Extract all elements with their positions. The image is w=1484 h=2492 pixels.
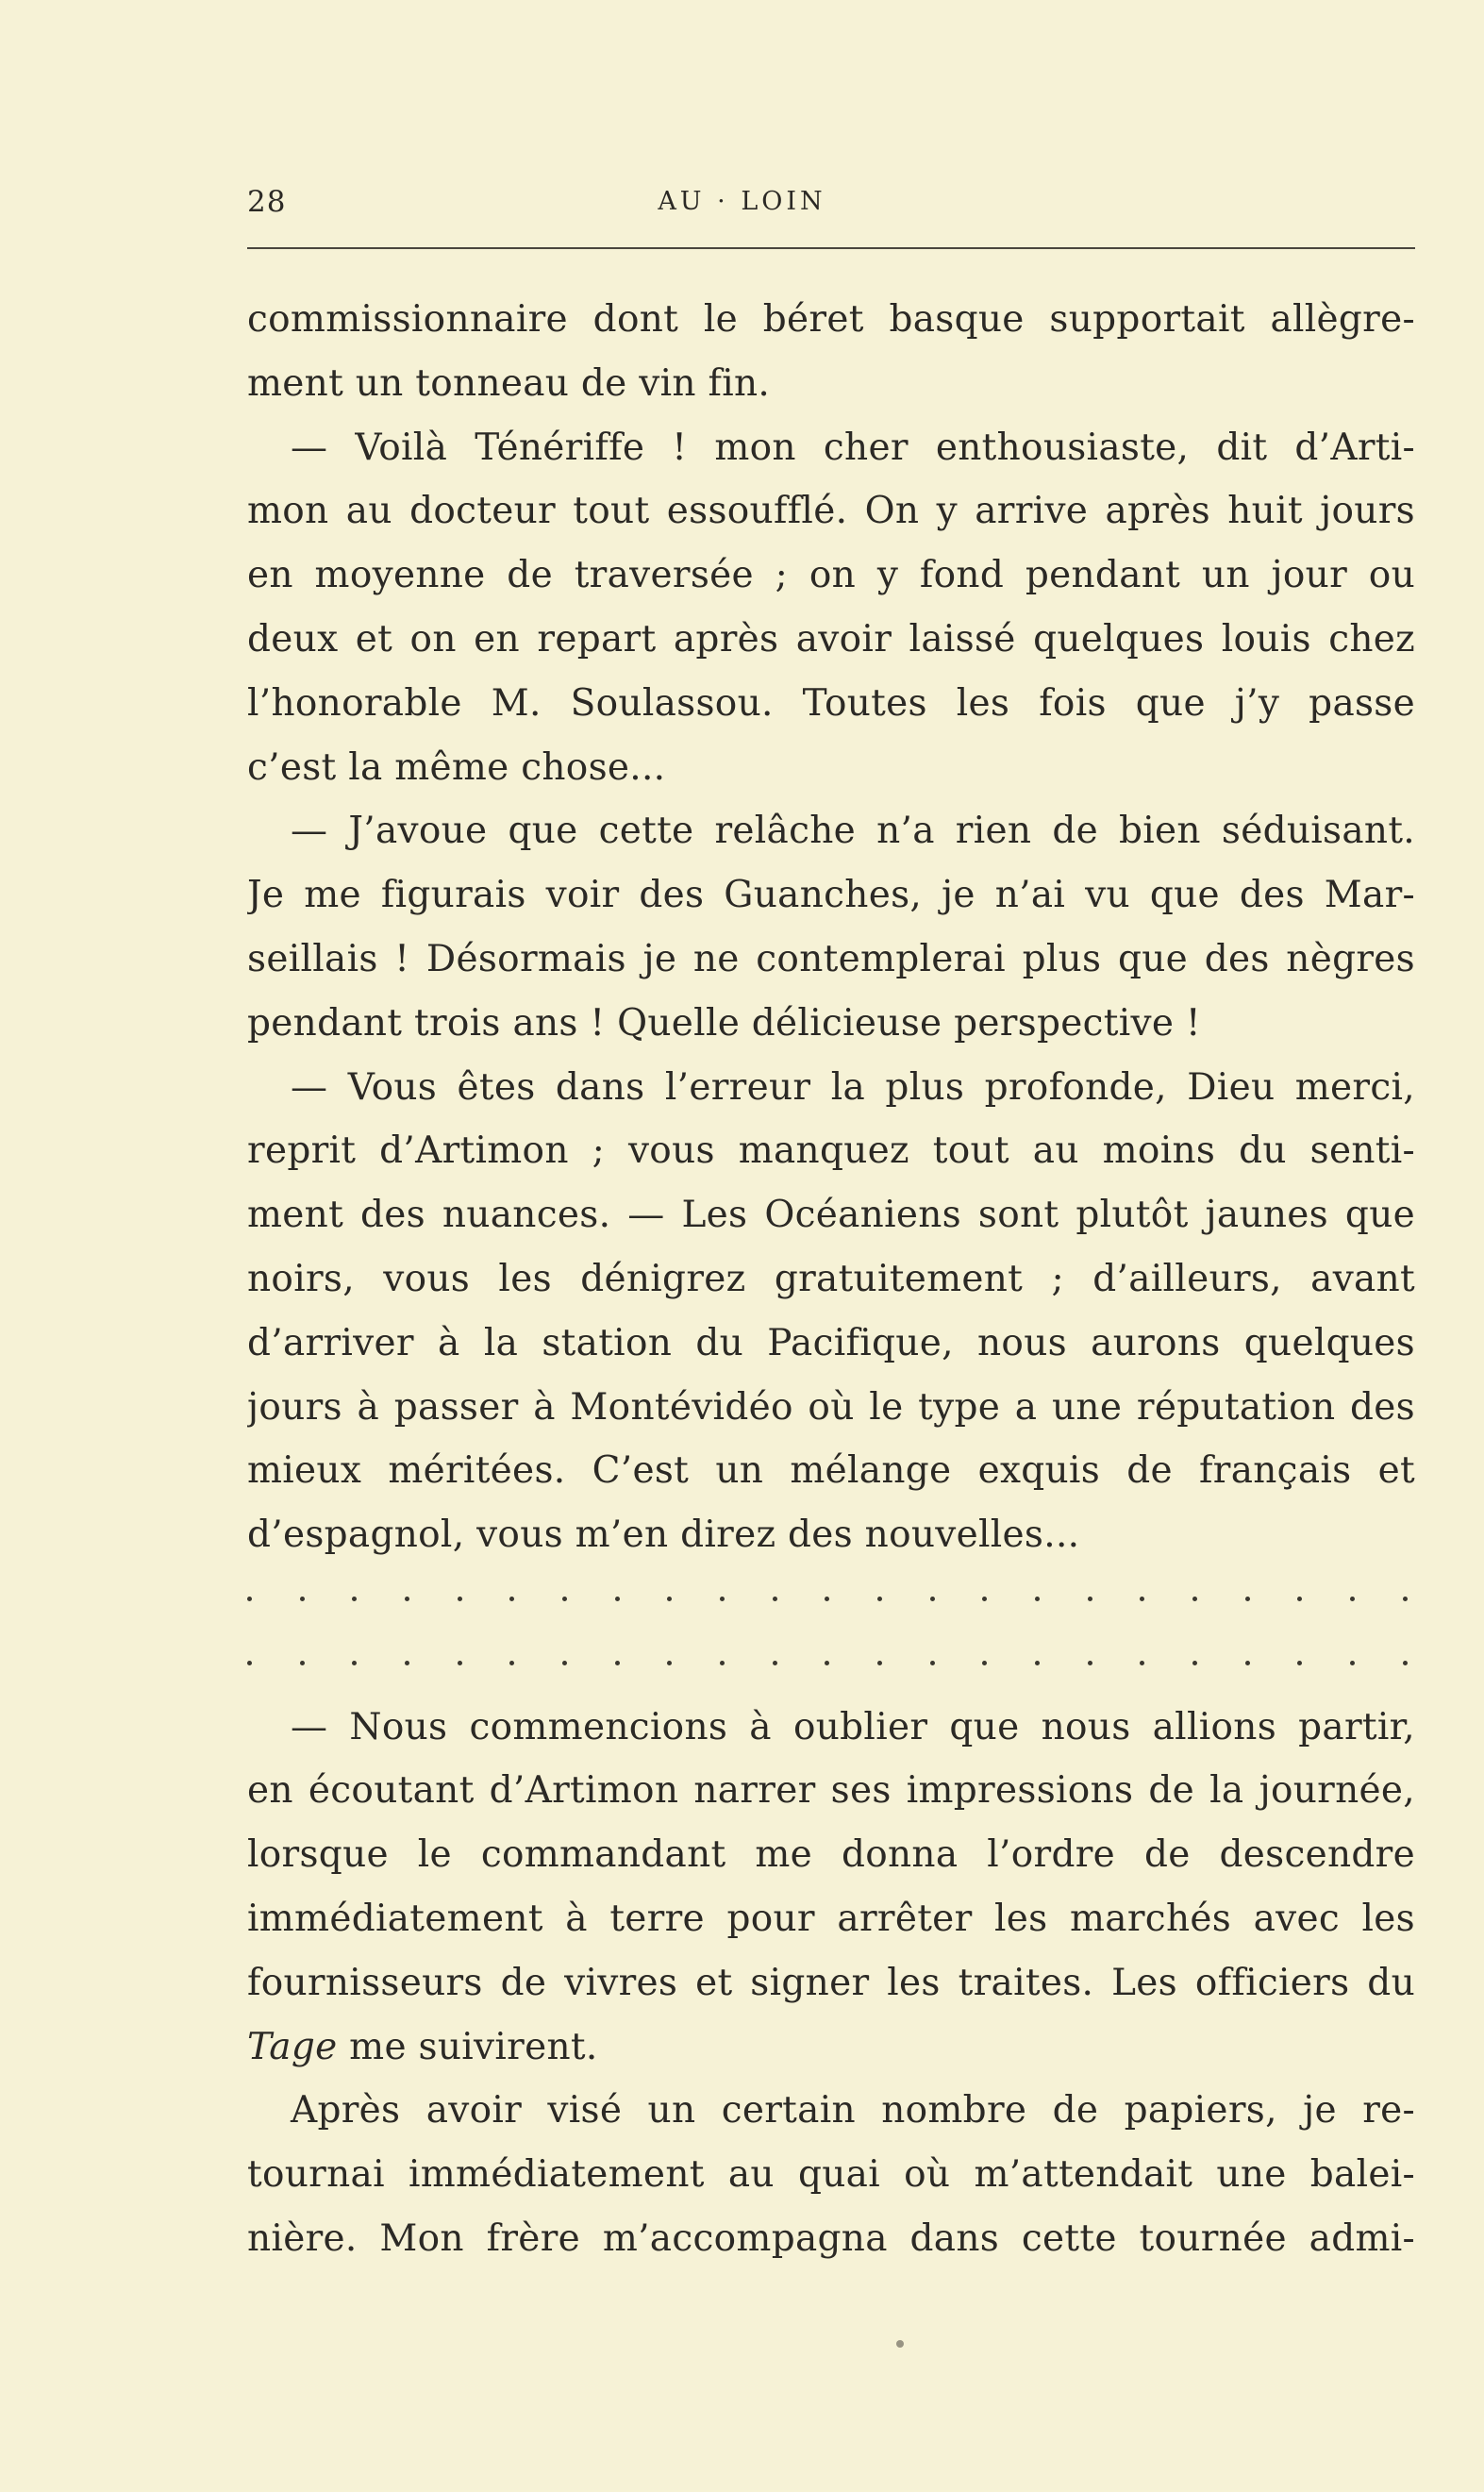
text-line: reprit d’Artimon ; vous manquez tout au moins du senti- — [247, 1129, 1415, 1173]
ellipsis-dot — [1035, 1661, 1040, 1665]
text-line: d’espagnol, vous m’en direz des nouvelles... — [247, 1514, 1080, 1557]
text-line: mieux méritées. C’est un mélange exquis de français et — [247, 1449, 1415, 1493]
ellipsis-dot — [562, 1661, 567, 1665]
text-line: Je me figurais voir des Guanches, je n’ai vu que des Mar- — [247, 874, 1415, 917]
ellipsis-row — [247, 1567, 1415, 1631]
ellipsis-dot — [1350, 1597, 1355, 1601]
text-line: immédiatement à terre pour arrêter les marchés avec les — [247, 1897, 1415, 1940]
ellipsis-dot — [1403, 1661, 1408, 1665]
ellipsis-dot — [1297, 1661, 1302, 1665]
paper-speck — [896, 2340, 904, 2348]
text-line: — Vous êtes dans l’erreur la plus profonde, Dieu merci, — [291, 1065, 1415, 1109]
ellipsis-dot — [1035, 1597, 1040, 1601]
text-line: en moyenne de traversée ; on y fond pendant un jour ou — [247, 554, 1415, 597]
ellipsis-dot — [773, 1661, 777, 1665]
ellipsis-dot — [1140, 1661, 1144, 1665]
text-line: ment des nuances. — Les Océaniens sont plutôt jaunes que — [247, 1194, 1415, 1237]
ellipsis-dot — [615, 1597, 620, 1601]
ellipsis-dot — [1403, 1597, 1408, 1601]
ellipsis-dot — [1245, 1661, 1250, 1665]
ellipsis-dot — [1297, 1597, 1302, 1601]
text-line: seillais ! Désormais je ne contemplerai plus que des nègres — [247, 937, 1415, 980]
ellipsis-dot — [825, 1661, 829, 1665]
text-line: l’honorable M. Soulassou. Toutes les fois que j’y passe — [247, 681, 1415, 725]
ellipsis-dot — [509, 1597, 514, 1601]
ellipsis-dot — [1245, 1597, 1250, 1601]
ellipsis-dot — [877, 1597, 882, 1601]
ellipsis-dot — [352, 1597, 357, 1601]
ellipsis-dot — [247, 1661, 252, 1665]
text-line: ment un tonneau de vin fin. — [247, 361, 771, 405]
text-line: — J’avoue que cette relâche n’a rien de bien séduisant. — [291, 810, 1415, 853]
ellipsis-dot — [405, 1597, 409, 1601]
ellipsis-dot — [877, 1661, 882, 1665]
ellipsis-dot — [458, 1661, 462, 1665]
text-fragment: me suivirent. — [337, 2025, 598, 2068]
ellipsis-dot — [247, 1597, 252, 1601]
ellipsis-dot — [562, 1597, 567, 1601]
ellipsis-dot — [352, 1661, 357, 1665]
ellipsis-dot — [405, 1661, 409, 1665]
header-rule — [247, 247, 1415, 249]
text-line: Après avoir visé un certain nombre de papiers, je re- — [291, 2089, 1415, 2132]
ellipsis-dot — [982, 1661, 987, 1665]
text-line: c’est la même chose... — [247, 745, 666, 789]
ellipsis-dot — [509, 1661, 514, 1665]
ellipsis-dot — [300, 1597, 305, 1601]
ellipsis-dot — [720, 1597, 725, 1601]
body-text — [247, 288, 1415, 2271]
text-line: d’arriver à la station du Pacifique, nous aurons quelques — [247, 1321, 1415, 1364]
text-line: — Nous commencions à oublier que nous allions partir, — [291, 1705, 1415, 1748]
text-line: deux et on en repart après avoir laissé quelques louis chez — [247, 617, 1415, 661]
ellipsis-dot — [458, 1597, 462, 1601]
ellipsis-dot — [1088, 1597, 1092, 1601]
text-line: nière. Mon frère m’accompagna dans cette tournée admi- — [247, 2216, 1415, 2260]
text-line: lorsque le commandant me donna l’ordre de descendre — [247, 1833, 1415, 1877]
ellipsis-dot — [667, 1597, 672, 1601]
ellipsis-dot — [667, 1661, 672, 1665]
ellipsis-dot — [300, 1661, 305, 1665]
running-title: AU · LOIN — [658, 187, 826, 216]
text-line — [247, 2015, 1415, 2080]
ship-name: Tage — [247, 2025, 338, 2068]
ellipsis-row — [247, 1631, 1415, 1696]
ellipsis-dot — [773, 1597, 777, 1601]
ellipsis-dot — [1088, 1661, 1092, 1665]
ellipsis-dot — [930, 1597, 935, 1601]
ellipsis-dot — [825, 1597, 829, 1601]
page-number: 28 — [247, 185, 287, 219]
text-line: fournisseurs de vivres et signer les traites. Les officiers du — [247, 1961, 1415, 2004]
ellipsis-dot — [930, 1661, 935, 1665]
text-line: tournai immédiatement au quai où m’attendait une balei- — [247, 2153, 1415, 2197]
ellipsis-dot — [615, 1661, 620, 1665]
ellipsis-dot — [1192, 1661, 1197, 1665]
text-line: en écoutant d’Artimon narrer ses impressions de la journée, — [247, 1769, 1415, 1813]
text-line: pendant trois ans ! Quelle délicieuse perspective ! — [247, 1001, 1201, 1045]
ellipsis-dot — [720, 1661, 725, 1665]
text-line: — Voilà Ténériffe ! mon cher enthousiaste, dit d’Arti- — [291, 426, 1415, 469]
text-line: noirs, vous les dénigrez gratuitement ; d’ailleurs, avant — [247, 1257, 1415, 1300]
text-line: jours à passer à Montévidéo où le type a une réputation des — [247, 1385, 1415, 1429]
ellipsis-dot — [1140, 1597, 1144, 1601]
text-line: commissionnaire dont le béret basque supportait allègre- — [247, 298, 1415, 341]
text-line: mon au docteur tout essoufflé. On y arrive après huit jours — [247, 490, 1415, 533]
ellipsis-dot — [1350, 1661, 1355, 1665]
ellipsis-dot — [982, 1597, 987, 1601]
ellipsis-dot — [1192, 1597, 1197, 1601]
